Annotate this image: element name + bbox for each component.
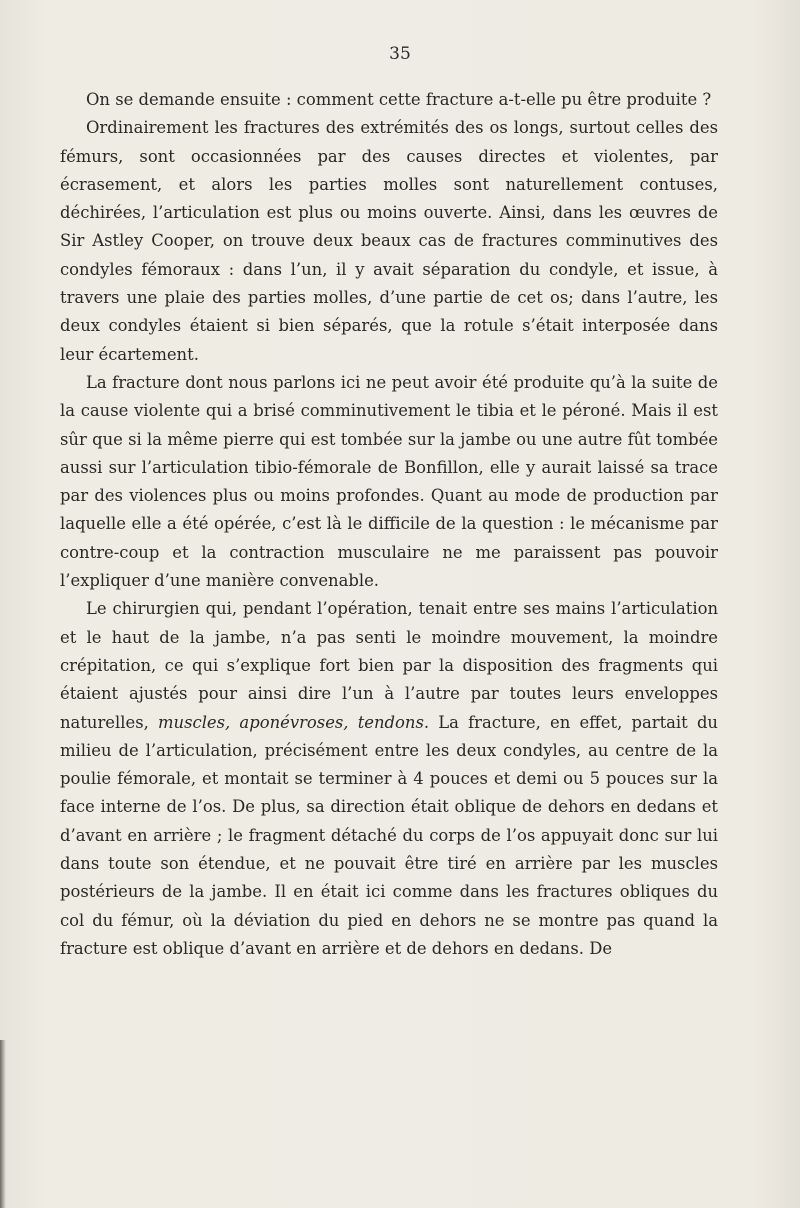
paragraph-1: On se demande ensuite : comment cette fracture a-t-elle pu être produite ? xyxy=(86,90,712,109)
page-number: 35 xyxy=(389,44,411,64)
paragraph-4 xyxy=(60,595,718,963)
page-edge-shadow xyxy=(0,1040,6,1208)
paragraph-4-start: Le chirurgien qui, pendant l’opération, tenait entre ses mains l’articulation et le haut de la jambe, n’a pas senti le moindre mouvement, la moindre crépitation, ce qui s’explique fort bien par la disposition des fragments qui étaient ajustés pour ainsi dire l’un à l’autre par toutes leurs enveloppes naturelles, xyxy=(60,599,718,732)
paragraph-3: La fracture dont nous parlons ici ne peut avoir été produite qu’à la suite de la cause violente qui a brisé comminutivement le tibia et le péroné. Mais il est sûr que si la même pierre qui est tombée sur la jambe ou une autre fût tombée aussi sur l’articulation tibio-fémorale de Bonfillon, elle y aurait laissé sa trace par des violences plus ou moins profondes. Quant au mode de production par laquelle elle a été opérée, c’est là le difficile de la question : le mécanisme par contre-coup et la contraction musculaire ne me paraissent pas pouvoir l’expliquer d’une manière convenable. xyxy=(60,372,718,591)
paragraph-4-italic: muscles, aponévroses, tendons xyxy=(158,712,424,732)
paragraph-2: Ordinairement les fractures des extrémités des os longs, surtout celles des fémurs, sont occasionnées par des causes directes et violentes, par écrasement, et alors les parties molles sont naturellement contuses, déchirées, l’articulation est plus ou moins ouverte. Ainsi, dans les œuvres de Sir Astley Cooper, on trouve deux beaux cas de fractures comminutives des condyles fémoraux : dans l’un, il y avait séparation du condyle, et issue, à travers une plaie des parties molles, d’une partie de cet os; dans l’autre, les deux condyles étaient si bien séparés, que la rotule s’était interposée dans leur écartement. xyxy=(60,118,718,364)
paragraph-4-end: . La fracture, en effet, partait du milieu de l’articulation, précisément entre les deux condyles, au centre de la poulie fémorale, et montait se terminer à 4 pouces et demi ou 5 pouces sur la face interne de l’os. De plus, sa direction était oblique de dehors en dedans et d’avant en arrière ; le fragment détaché du corps de l’os appuyait donc sur lui dans toute son étendue, et ne pouvait être tiré en arrière par les muscles postérieurs de la jambe. Il en était ici comme dans les fractures obliques du col du fémur, où la déviation du pied en dehors ne se montre pas quand la fracture est oblique d’avant en arrière et de dehors en dedans. De xyxy=(60,712,718,958)
body-text xyxy=(60,86,718,963)
